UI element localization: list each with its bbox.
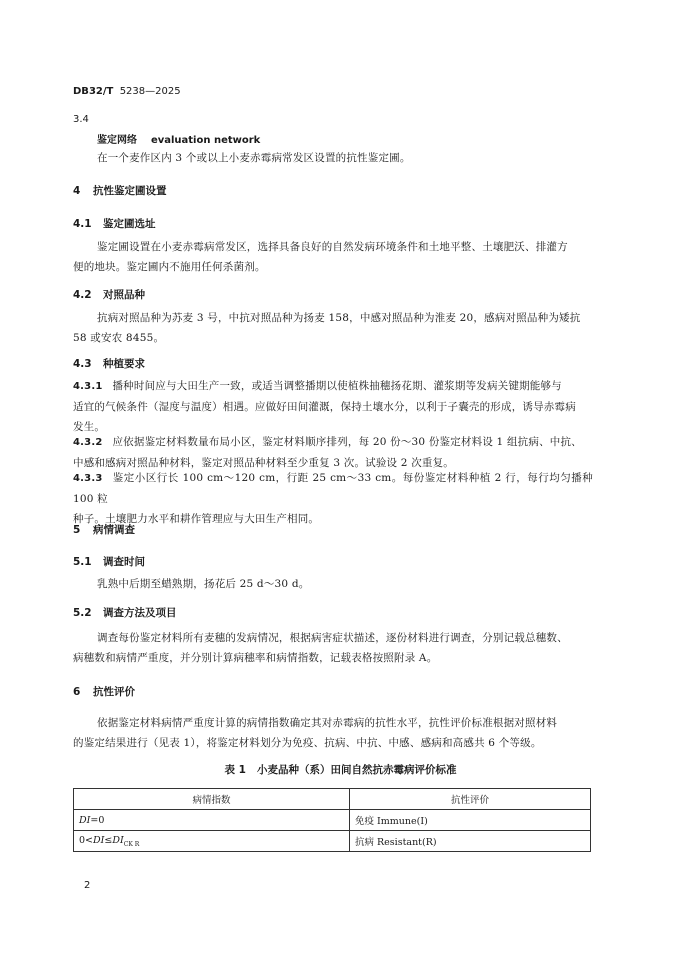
section-5-1-paragraph: 乳熟中后期至蜡熟期，扬花后 25 d～30 d。 (97, 578, 310, 590)
rating-cell: 抗病 Resistant(R) (350, 831, 591, 852)
page-number: 2 (84, 880, 91, 891)
section-5-2-heading: 5.2 调查方法及项目 (73, 607, 177, 619)
section-4-1-paragraph: 鉴定圃设置在小麦赤霉病常发区，选择具备良好的自然发病环境条件和土地平整、土壤肥沃、排灌方 便的地块。鉴定圃内不施用任何杀菌剂。 (73, 241, 568, 273)
table-1-caption: 表 1 小麦品种（系）田间自然抗赤霉病评价标准 (224, 764, 457, 776)
section-4-3-heading: 4.3 种植要求 (73, 358, 145, 370)
section-4-heading: 4 抗性鉴定圃设置 (73, 185, 167, 197)
table-header-disease-index: 病情指数 (74, 789, 350, 810)
clause-3-4-term: 鉴定网络 evaluation network (97, 135, 261, 146)
section-4-1-heading: 4.1 鉴定圃选址 (73, 218, 156, 230)
clause-4-3-2: 4.3.2 应依据鉴定材料数量布局小区，鉴定材料顺序排列，每 20 份～30 份鉴定材料设 1 组抗病、中抗、 中感和感病对照品种材料，鉴定对照品种材料至少重复 3 次。试验设 2 次重复。 (73, 436, 582, 469)
section-5-heading: 5 病情调查 (73, 524, 135, 536)
section-4-2-paragraph: 抗病对照品种为苏麦 3 号，中抗对照品种为扬麦 158，中感对照品种为淮麦 20，感病对照品种为矮抗 58 或安农 8455。 (73, 312, 581, 344)
section-4-2-heading: 4.2 对照品种 (73, 289, 145, 301)
disease-index-cell: DI=0 (74, 810, 350, 831)
table-row (74, 810, 591, 831)
section-5-2-paragraph: 调查每份鉴定材料所有麦穗的发病情况，根据病害症状描述，逐份材料进行调查，分别记载总穗数、 病穗数和病情严重度，并分别计算病穗率和病情指数，记载表格按照附录 A。 (73, 632, 568, 664)
clause-3-4-number: 3.4 (73, 114, 89, 125)
section-5-1-heading: 5.1 调查时间 (73, 556, 145, 568)
clause-4-3-1: 4.3.1 播种时间应与大田生产一致，或适当调整播期以使植株抽穗扬花期、灌浆期等发病关键期能够与 适宜的气候条件（湿度与温度）相遇。应做好田间灌溉，保持土壤水分，以利于子囊壳的形成，诱导赤霉病 发生。 (73, 380, 576, 433)
table-header-resistance-rating: 抗性评价 (350, 789, 591, 810)
resistance-evaluation-table (73, 788, 591, 852)
clause-4-3-3: 4.3.3 鉴定小区行长 100 cm～120 cm，行距 25 cm～33 cm。每份鉴定材料种植 2 行，每行均匀播种 100 粒 种子。土壤肥力水平和耕作管理应与大田生产相同。 (73, 472, 593, 525)
section-6-heading: 6 抗性评价 (73, 686, 135, 698)
clause-3-4-definition: 在一个麦作区内 3 个或以上小麦赤霉病常发区设置的抗性鉴定圃。 (97, 152, 411, 164)
section-6-paragraph: 依据鉴定材料病情严重度计算的病情指数确定其对赤霉病的抗性水平，抗性评价标准根据对照材料 的鉴定结果进行（见表 1），将鉴定材料划分为免疫、抗病、中抗、中感、感病和高感共 6 个等级。 (73, 717, 558, 749)
rating-cell: 免疫 Immune(I) (350, 810, 591, 831)
table-row (74, 831, 591, 852)
table-header-row (74, 789, 591, 810)
disease-index-cell: $0<DI\le DI_{CK R}$ (74, 831, 350, 852)
standard-code-header: DB32/T 5238—2025 (73, 86, 181, 97)
